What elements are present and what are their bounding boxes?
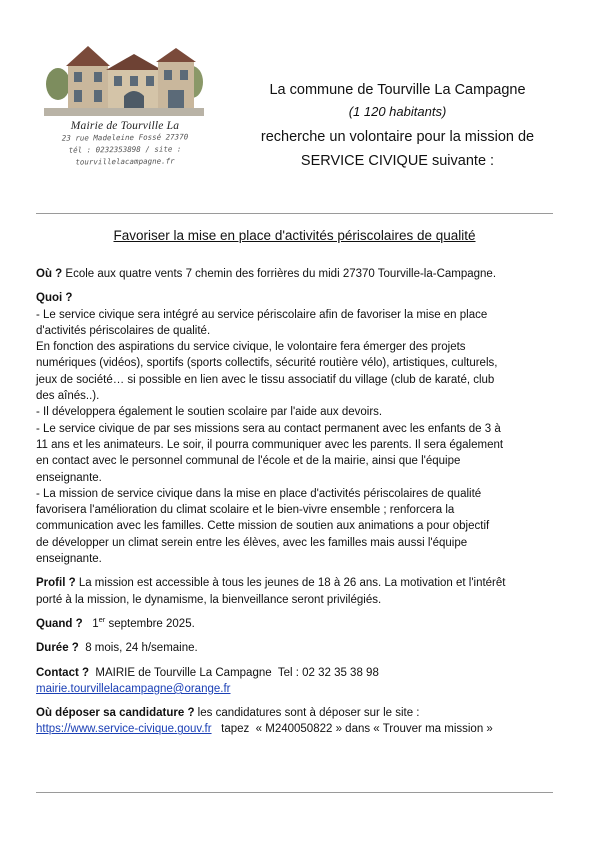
duree-section (36, 640, 553, 656)
quoi-line: enseignante. (36, 471, 102, 484)
town-hall-building-icon (44, 40, 204, 116)
quand-ordinal: er (98, 615, 106, 625)
deposer-label: Où déposer sa candidature ? (36, 707, 195, 720)
mairie-address: 23 rue Madeleine Fossé 27370 (61, 132, 189, 143)
contact-section (36, 665, 553, 698)
duree-label: Durée ? (36, 642, 79, 655)
duree-text: 8 mois, 24 h/semaine. (78, 642, 198, 655)
contact-email-link[interactable]: mairie.tourvillelacampagne@orange.fr (36, 682, 231, 695)
mairie-phone: tél : 0232353898 / site : (68, 144, 182, 155)
town-hall-logo (44, 40, 204, 116)
mission-title: Favoriser la mise en place d'activités périscolaires de qualité (113, 228, 476, 243)
quoi-line: en contact avec le personnel communal de l'école et de la mairie, ainsi que l'équipe (36, 455, 461, 468)
header-population: (1 120 habitants) (348, 104, 447, 119)
quoi-section (36, 290, 553, 567)
mairie-website: tourvillelacampagne.fr (75, 156, 175, 167)
top-divider (36, 213, 553, 214)
deposer-text: les candidatures sont à déposer sur le site : (194, 707, 420, 720)
contact-label: Contact ? (36, 666, 90, 679)
header-commune: La commune de Tourville La Campagne (269, 82, 526, 98)
mairie-name: Mairie de Tourville La (70, 120, 180, 132)
quoi-line: - La mission de service civique dans la mise en place d'activités périscolaires de qualité (36, 487, 482, 500)
ou-label: Où ? (36, 268, 63, 280)
quand-day: 1 (82, 617, 99, 630)
header-recherche: recherche un volontaire pour la mission de (260, 129, 535, 145)
contact-text: MAIRIE de Tourville La Campagne Tel : 02 32 35 38 98 (89, 666, 379, 679)
profil-text-2: porté à la mission, le dynamisme, la bienveillance seront privilégiés. (36, 593, 382, 606)
ou-section (36, 266, 553, 282)
profil-label: Profil ? (36, 577, 76, 590)
quoi-line: En fonction des aspirations du service civique, le volontaire fera émerger des projets (36, 341, 466, 354)
quand-label: Quand ? (36, 617, 83, 630)
deposer-instructions: tapez « M240050822 » dans « Trouver ma mission » (211, 723, 493, 736)
deposer-section (36, 705, 553, 738)
quoi-line: favorisera l'amélioration du climat scolaire et le bien-vivre ensemble ; renforcera la (36, 504, 455, 517)
quand-date: septembre 2025. (105, 617, 195, 630)
quand-section (36, 616, 553, 632)
quoi-line: 11 ans et les animateurs. Le soir, il pourra communiquer avec les parents. Il sera également (36, 438, 504, 451)
mairie-address-block (40, 120, 210, 168)
service-civique-link[interactable]: https://www.service-civique.gouv.fr (36, 723, 212, 736)
profil-text: La mission est accessible à tous les jeunes de 18 à 26 ans. La motivation et l'intérêt (75, 577, 506, 590)
quoi-line: jeux de société… si possible en lien avec le tissu associatif du village (club de karaté, club (36, 373, 495, 386)
ou-text: Ecole aux quatre vents 7 chemin des forrières du midi 27370 Tourville-la-Campagne. (62, 268, 497, 280)
quoi-line: des aînés..). (36, 390, 100, 403)
quoi-line: de développer un climat serein entre les élèves, avec les familles mais aussi l'équipe (36, 536, 468, 549)
quoi-label: Quoi ? (36, 292, 73, 305)
bottom-divider (36, 792, 553, 793)
quoi-line: - Le service civique de par ses missions sera au contact permanent avec les enfants de 3 à (36, 422, 501, 435)
quoi-line: communication avec les familles. Cette mission de soutien aux animations a pour objectif (36, 520, 490, 533)
header-service-civique: SERVICE CIVIQUE suivante : (300, 153, 495, 169)
quoi-line: d'activités périscolaires de qualité. (36, 324, 211, 337)
quoi-line: - Le service civique sera intégré au service périscolaire afin de favoriser la mise en place (36, 308, 488, 321)
mission-details (36, 266, 553, 746)
quoi-line: enseignante. (36, 553, 102, 566)
profil-section (36, 575, 553, 608)
quoi-line: - Il développera également le soutien scolaire par l'aide aux devoirs. (36, 406, 383, 419)
quoi-line: numériques (vidéos), sportifs (sports collectifs, sécurité routière vélo), artistiques, culturels, (36, 357, 498, 370)
